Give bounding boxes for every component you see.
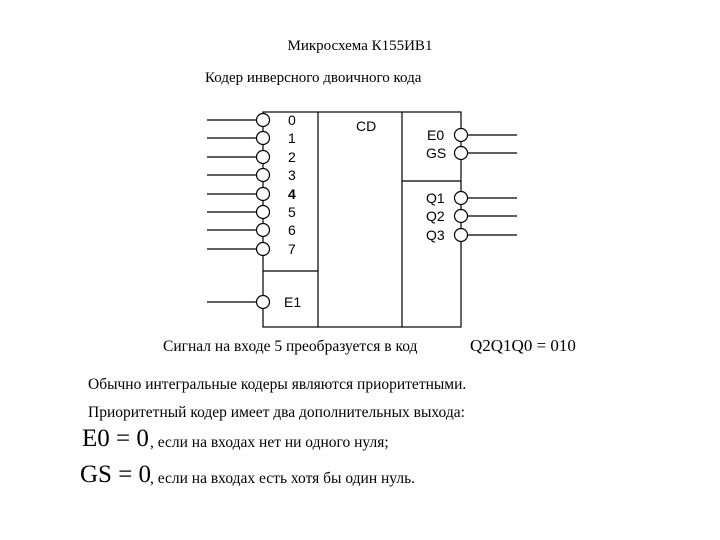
inverter-bubble-3 xyxy=(257,169,270,182)
chip-label: CD xyxy=(356,118,377,134)
input-label-5: 5 xyxy=(288,204,296,220)
inverter-bubble-1 xyxy=(257,132,270,145)
inverter-bubble-6 xyxy=(257,224,270,237)
e0-condition: , если на входах нет ни одного нуля; xyxy=(150,434,389,451)
inverter-bubble-e1 xyxy=(257,296,270,309)
input-label-1: 1 xyxy=(288,130,296,146)
output-pins xyxy=(455,129,518,242)
inverter-bubble-4 xyxy=(257,188,270,201)
e0-formula: E0 = 0 xyxy=(82,425,149,452)
input-pins xyxy=(207,114,270,309)
input-label-6: 6 xyxy=(288,222,296,238)
extra-outputs-statement: Приоритетный кодер имеет два дополнительных выхода: xyxy=(88,404,465,421)
inverter-bubble-5 xyxy=(257,206,270,219)
output-bubble-q3 xyxy=(455,229,468,242)
output-bubble-q2 xyxy=(455,210,468,223)
inverter-bubble-2 xyxy=(257,151,270,164)
signal-description: Сигнал на входе 5 преобразуется в код xyxy=(163,338,418,355)
inverter-bubble-0 xyxy=(257,114,270,127)
subtitle: Кодер инверсного двоичного кода xyxy=(205,70,422,86)
input-label-7: 7 xyxy=(288,241,296,257)
output-label-q1: Q1 xyxy=(426,190,445,206)
input-label-2: 2 xyxy=(288,149,296,165)
title: Микросхема К155ИВ1 xyxy=(287,38,433,54)
output-label-gs: GS xyxy=(426,145,447,161)
output-label-q2: Q2 xyxy=(426,208,445,224)
output-bubble-q1 xyxy=(455,192,468,205)
input-label-0: 0 xyxy=(288,112,296,128)
enable-label-e1: E1 xyxy=(284,294,302,310)
output-bubble-gs xyxy=(455,147,468,160)
priority-statement: Обычно интегральные кодеры являются приоритетными. xyxy=(88,376,467,393)
signal-formula: Q2Q1Q0 = 010 xyxy=(470,336,576,355)
output-label-e0: E0 xyxy=(427,127,445,143)
gs-formula: GS = 0 xyxy=(80,461,152,488)
input-label-3: 3 xyxy=(288,167,296,183)
inverter-bubble-7 xyxy=(257,243,270,256)
gs-condition: , если на входах есть хотя бы один нуль. xyxy=(150,470,416,487)
input-label-4: 4 xyxy=(288,186,296,202)
output-label-q3: Q3 xyxy=(426,227,445,243)
output-bubble-e0 xyxy=(455,129,468,142)
